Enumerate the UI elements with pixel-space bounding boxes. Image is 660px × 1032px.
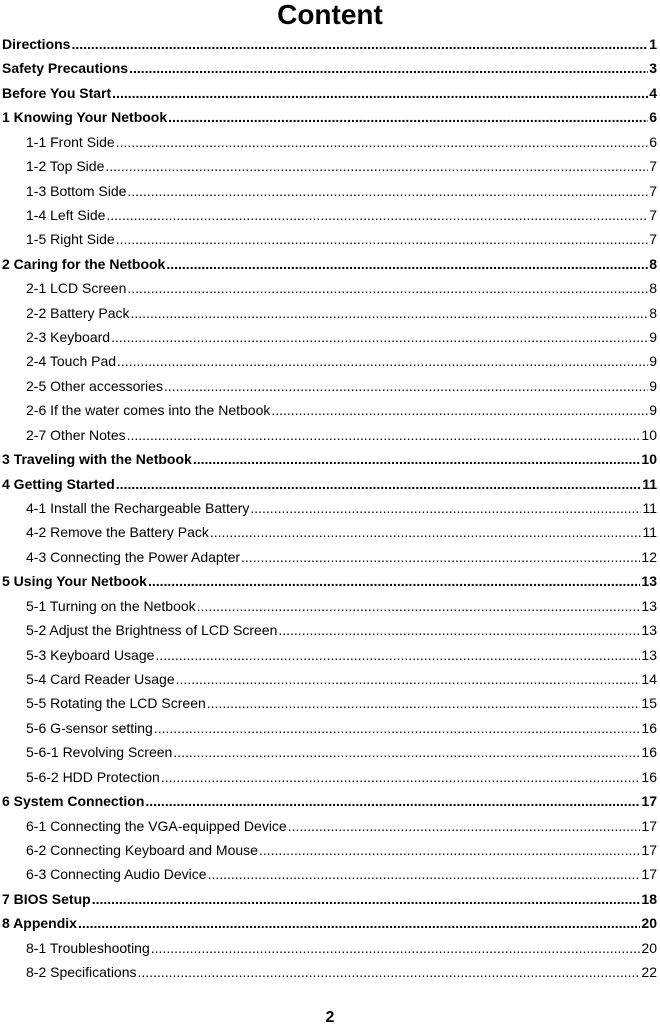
- toc-entry-page: 13: [641, 622, 657, 639]
- toc-entry-label: 2-2 Battery Pack: [26, 304, 130, 321]
- toc-entry-page: 4: [649, 84, 657, 101]
- dot-leader: [127, 179, 648, 203]
- toc-entry-label: 1-1 Front Side: [26, 133, 115, 150]
- toc-chapter-entry[interactable]: [2, 789, 660, 813]
- toc-entry-page: 7: [649, 231, 657, 248]
- dot-leader: [92, 887, 641, 911]
- toc-entry-page: 7: [649, 206, 657, 223]
- toc-entry-page: 16: [641, 768, 657, 785]
- toc-entry-label: 2-3 Keyboard: [26, 329, 111, 346]
- dot-leader: [164, 374, 648, 398]
- toc-chapter-entry[interactable]: [2, 81, 660, 105]
- toc-entry-page: 15: [641, 695, 657, 712]
- table-of-contents: [2, 32, 660, 984]
- toc-entry-page: 13: [641, 573, 657, 590]
- toc-section-entry[interactable]: [2, 374, 660, 398]
- toc-section-entry[interactable]: [2, 276, 660, 300]
- toc-entry-label: 2 Caring for the Netbook: [2, 255, 166, 272]
- toc-entry-label: 1 Knowing Your Netbook: [2, 109, 168, 126]
- toc-chapter-entry[interactable]: [2, 569, 660, 593]
- dot-leader: [116, 227, 648, 251]
- toc-entry-page: 9: [649, 353, 657, 370]
- toc-entry-label: 6-3 Connecting Audio Device: [26, 866, 207, 883]
- dot-leader: [106, 203, 648, 227]
- dot-leader: [151, 936, 641, 960]
- dot-leader: [207, 691, 641, 715]
- toc-section-entry[interactable]: [2, 862, 660, 886]
- toc-section-entry[interactable]: [2, 716, 660, 740]
- toc-section-entry[interactable]: [2, 765, 660, 789]
- toc-entry-label: 7 BIOS Setup: [2, 890, 91, 907]
- toc-entry-page: 22: [641, 964, 657, 981]
- toc-entry-label: 6-1 Connecting the VGA-equipped Device: [26, 817, 287, 834]
- toc-entry-page: 18: [641, 890, 657, 907]
- dot-leader: [166, 252, 648, 276]
- toc-entry-page: 13: [641, 646, 657, 663]
- dot-leader: [278, 618, 640, 642]
- dot-leader: [71, 32, 648, 56]
- toc-entry-page: 17: [641, 793, 657, 810]
- toc-section-entry[interactable]: [2, 960, 660, 984]
- toc-section-entry[interactable]: [2, 740, 660, 764]
- toc-entry-page: 16: [641, 744, 657, 761]
- toc-entry-page: 12: [641, 548, 657, 565]
- toc-entry-label: 2-6 If the water comes into the Netbook: [26, 402, 271, 419]
- toc-section-entry[interactable]: [2, 203, 660, 227]
- toc-entry-label: 4-1 Install the Rechargeable Battery: [26, 500, 250, 517]
- dot-leader: [210, 520, 642, 544]
- toc-entry-page: 3: [649, 60, 657, 77]
- toc-entry-label: 4-2 Remove the Battery Pack: [26, 524, 209, 541]
- toc-section-entry[interactable]: [2, 618, 660, 642]
- toc-entry-label: 3 Traveling with the Netbook: [2, 451, 192, 468]
- toc-entry-page: 9: [649, 329, 657, 346]
- toc-chapter-entry[interactable]: [2, 252, 660, 276]
- toc-entry-label: 1-4 Left Side: [26, 206, 106, 223]
- toc-entry-label: 6 System Connection: [2, 793, 145, 810]
- dot-leader: [168, 105, 648, 129]
- toc-entry-page: 7: [649, 158, 657, 175]
- toc-entry-page: 7: [649, 182, 657, 199]
- toc-section-entry[interactable]: [2, 643, 660, 667]
- toc-entry-page: 17: [641, 841, 657, 858]
- toc-entry-label: Safety Precautions: [2, 60, 129, 77]
- dot-leader: [127, 423, 641, 447]
- toc-chapter-entry[interactable]: [2, 32, 660, 56]
- toc-section-entry[interactable]: [2, 179, 660, 203]
- toc-entry-label: 2-1 LCD Screen: [26, 280, 127, 297]
- dot-leader: [127, 276, 648, 300]
- dot-leader: [173, 740, 640, 764]
- dot-leader: [193, 447, 641, 471]
- toc-entry-page: 11: [642, 475, 657, 492]
- toc-entry-label: Directions: [2, 36, 71, 52]
- toc-entry-page: 13: [641, 597, 657, 614]
- toc-entry-page: 17: [641, 817, 657, 834]
- toc-entry-page: 11: [642, 524, 657, 541]
- toc-section-entry[interactable]: [2, 325, 660, 349]
- toc-chapter-entry[interactable]: [2, 911, 660, 935]
- dot-leader: [131, 301, 649, 325]
- dot-leader: [112, 81, 648, 105]
- toc-section-entry[interactable]: [2, 154, 660, 178]
- toc-section-entry[interactable]: [2, 814, 660, 838]
- toc-entry-label: 1-5 Right Side: [26, 231, 115, 248]
- toc-section-entry[interactable]: [2, 936, 660, 960]
- toc-entry-page: 17: [641, 866, 657, 883]
- dot-leader: [117, 349, 648, 373]
- dot-leader: [259, 838, 640, 862]
- toc-entry-label: 2-5 Other accessories: [26, 377, 163, 394]
- toc-section-entry[interactable]: [2, 594, 660, 618]
- toc-entry-label: 8-2 Specifications: [26, 964, 137, 981]
- toc-section-entry[interactable]: [2, 130, 660, 154]
- dot-leader: [145, 789, 640, 813]
- toc-entry-label: 5-5 Rotating the LCD Screen: [26, 695, 206, 712]
- toc-entry-label: 6-2 Connecting Keyboard and Mouse: [26, 841, 258, 858]
- dot-leader: [208, 862, 641, 886]
- toc-entry-page: 8: [649, 280, 657, 297]
- toc-entry-page: 14: [641, 670, 657, 687]
- toc-section-entry[interactable]: [2, 691, 660, 715]
- toc-section-entry[interactable]: [2, 423, 660, 447]
- dot-leader: [116, 130, 648, 154]
- toc-entry-page: 11: [642, 500, 657, 517]
- toc-entry-label: 5-4 Card Reader Usage: [26, 670, 175, 687]
- toc-entry-page: 10: [641, 426, 657, 443]
- toc-entry-label: 5-2 Adjust the Brightness of LCD Screen: [26, 622, 278, 639]
- toc-entry-label: 5-3 Keyboard Usage: [26, 646, 155, 663]
- toc-entry-label: 5-6 G-sensor setting: [26, 719, 153, 736]
- toc-entry-page: 8: [649, 255, 657, 272]
- dot-leader: [116, 472, 641, 496]
- toc-entry-page: 9: [649, 377, 657, 394]
- toc-entry-page: 8: [649, 304, 657, 321]
- dot-leader: [78, 911, 640, 935]
- dot-leader: [271, 398, 648, 422]
- dot-leader: [155, 643, 640, 667]
- toc-entry-label: 5-6-2 HDD Protection: [26, 768, 160, 785]
- toc-section-entry[interactable]: [2, 520, 660, 544]
- dot-leader: [111, 325, 648, 349]
- page-title: Content: [277, 0, 383, 30]
- toc-section-entry[interactable]: [2, 349, 660, 373]
- dot-leader: [161, 765, 641, 789]
- dot-leader: [250, 496, 641, 520]
- toc-entry-page: 6: [649, 133, 657, 150]
- toc-section-entry[interactable]: [2, 398, 660, 422]
- dot-leader: [176, 667, 641, 691]
- dot-leader: [129, 56, 648, 80]
- toc-entry-label: 2-7 Other Notes: [26, 426, 126, 443]
- toc-entry-label: 1-3 Bottom Side: [26, 182, 127, 199]
- toc-entry-label: 4 Getting Started: [2, 475, 115, 492]
- toc-section-entry[interactable]: [2, 667, 660, 691]
- toc-section-entry[interactable]: [2, 301, 660, 325]
- toc-entry-page: 9: [649, 402, 657, 419]
- toc-entry-label: 2-4 Touch Pad: [26, 353, 117, 370]
- toc-chapter-entry[interactable]: [2, 105, 660, 129]
- toc-entry-label: 5-6-1 Revolving Screen: [26, 744, 173, 761]
- dot-leader: [197, 594, 641, 618]
- toc-entry-page: 1: [649, 36, 657, 52]
- toc-chapter-entry[interactable]: [2, 56, 660, 80]
- toc-section-entry[interactable]: [2, 496, 660, 520]
- dot-leader: [154, 716, 641, 740]
- dot-leader: [138, 960, 641, 984]
- dot-leader: [241, 545, 640, 569]
- toc-entry-page: 16: [641, 719, 657, 736]
- toc-entry-page: 20: [641, 939, 657, 956]
- page-number: 2: [325, 1009, 335, 1026]
- dot-leader: [148, 569, 640, 593]
- toc-entry-page: 20: [641, 915, 657, 932]
- toc-entry-label: Before You Start: [2, 84, 112, 101]
- toc-chapter-entry[interactable]: [2, 887, 660, 911]
- toc-chapter-entry[interactable]: [2, 447, 660, 471]
- toc-section-entry[interactable]: [2, 838, 660, 862]
- dot-leader: [288, 814, 641, 838]
- toc-section-entry[interactable]: [2, 227, 660, 251]
- toc-section-entry[interactable]: [2, 545, 660, 569]
- toc-chapter-entry[interactable]: [2, 472, 660, 496]
- toc-entry-label: 8 Appendix: [2, 915, 77, 932]
- toc-entry-label: 5-1 Turning on the Netbook: [26, 597, 196, 614]
- dot-leader: [105, 154, 648, 178]
- toc-entry-page: 6: [649, 109, 657, 126]
- toc-entry-page: 10: [641, 451, 657, 468]
- toc-entry-label: 5 Using Your Netbook: [2, 573, 147, 590]
- toc-entry-label: 4-3 Connecting the Power Adapter: [26, 548, 241, 565]
- toc-entry-label: 8-1 Troubleshooting: [26, 939, 150, 956]
- toc-entry-label: 1-2 Top Side: [26, 158, 105, 175]
